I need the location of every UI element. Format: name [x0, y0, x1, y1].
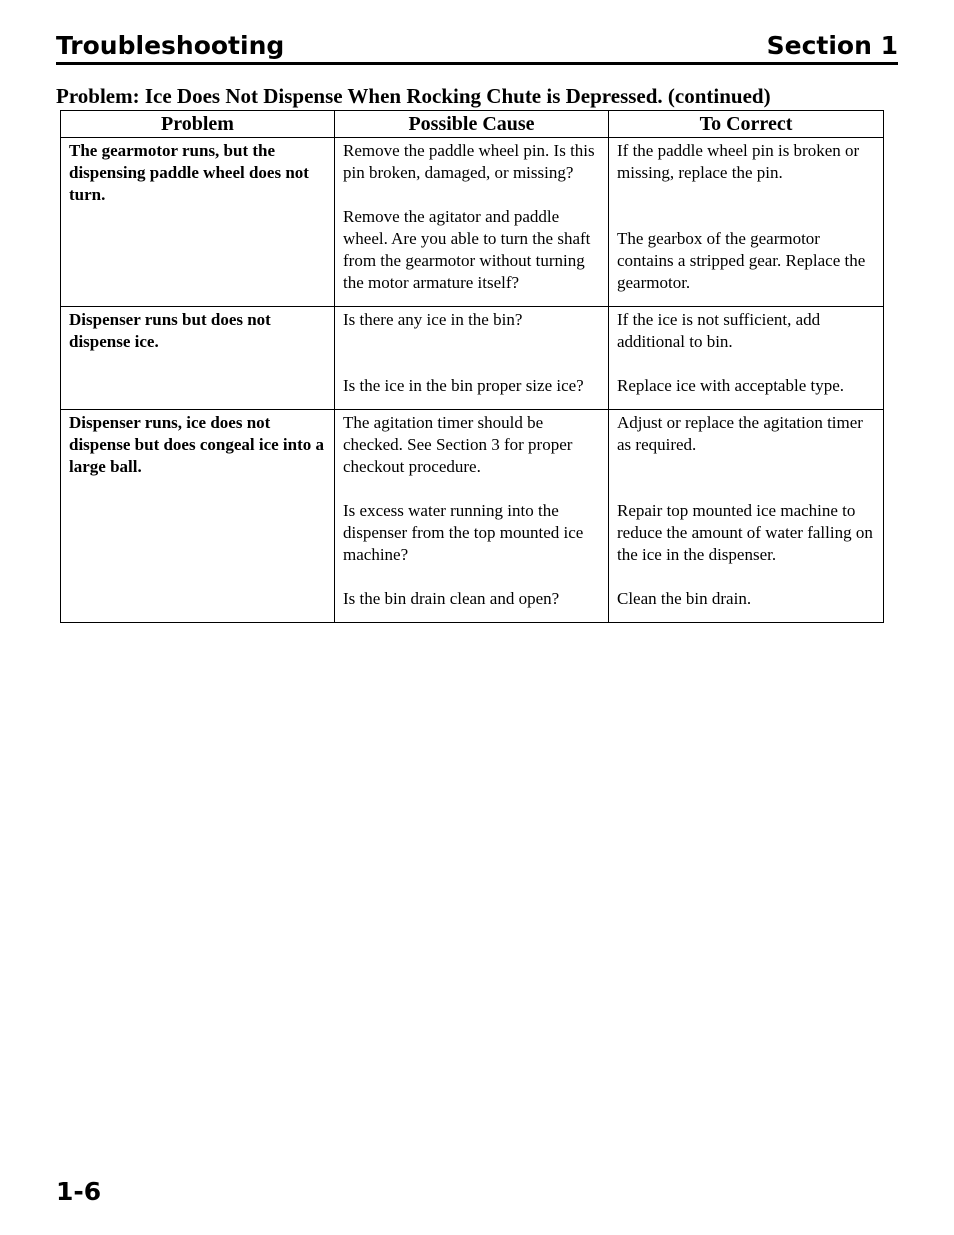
table-row [61, 307, 884, 410]
to-correct-text: If the ice is not sufficient, add additional to bin. [617, 310, 821, 351]
to-correct-text: Repair top mounted ice machine to reduce the amount of water falling on the ice in the dispenser. [617, 501, 873, 564]
page-number: 1-6 [56, 1177, 102, 1206]
possible-cause-text: Is the bin drain clean and open? [343, 589, 560, 608]
table-row [61, 138, 884, 307]
to-correct-cell [609, 138, 884, 307]
to-correct-text: Replace ice with acceptable type. [617, 376, 845, 395]
page-header [56, 30, 898, 65]
possible-cause-text: Is there any ice in the bin? [343, 310, 523, 329]
column-header-problem: Problem [61, 111, 335, 138]
possible-cause-cell [335, 307, 609, 410]
header-section: Section 1 [766, 31, 898, 60]
problem-cell: Dispenser runs, ice does not dispense but does congeal ice into a large ball. [61, 410, 335, 623]
to-correct-text: Adjust or replace the agitation timer as required. [617, 413, 863, 454]
possible-cause-cell [335, 138, 609, 307]
to-correct-cell [609, 410, 884, 623]
to-correct-text: The gearbox of the gearmotor contains a stripped gear. Replace the gearmotor. [617, 229, 866, 292]
problem-cell: The gearmotor runs, but the dispensing paddle wheel does not turn. [61, 138, 335, 307]
table-header-row [61, 111, 884, 138]
table-row [61, 410, 884, 623]
possible-cause-text: Remove the paddle wheel pin. Is this pin broken, damaged, or missing? [343, 141, 595, 182]
possible-cause-cell [335, 410, 609, 623]
troubleshooting-table [60, 110, 884, 623]
to-correct-cell [609, 307, 884, 410]
header-title: Troubleshooting [56, 31, 285, 60]
problem-cell: Dispenser runs but does not dispense ice. [61, 307, 335, 410]
to-correct-text: Clean the bin drain. [617, 589, 752, 608]
possible-cause-text: Is excess water running into the dispenser from the top mounted ice machine? [343, 501, 584, 564]
possible-cause-text: Is the ice in the bin proper size ice? [343, 376, 584, 395]
problem-heading: Problem: Ice Does Not Dispense When Rocking Chute is Depressed. (continued) [56, 84, 771, 108]
to-correct-text: If the paddle wheel pin is broken or missing, replace the pin. [617, 141, 860, 182]
column-header-to-correct: To Correct [609, 111, 884, 138]
possible-cause-text: The agitation timer should be checked. See Section 3 for proper checkout procedure. [343, 413, 573, 476]
column-header-possible-cause: Possible Cause [335, 111, 609, 138]
possible-cause-text: Remove the agitator and paddle wheel. Are you able to turn the shaft from the gearmotor without turning the motor armature itself? [343, 207, 591, 292]
